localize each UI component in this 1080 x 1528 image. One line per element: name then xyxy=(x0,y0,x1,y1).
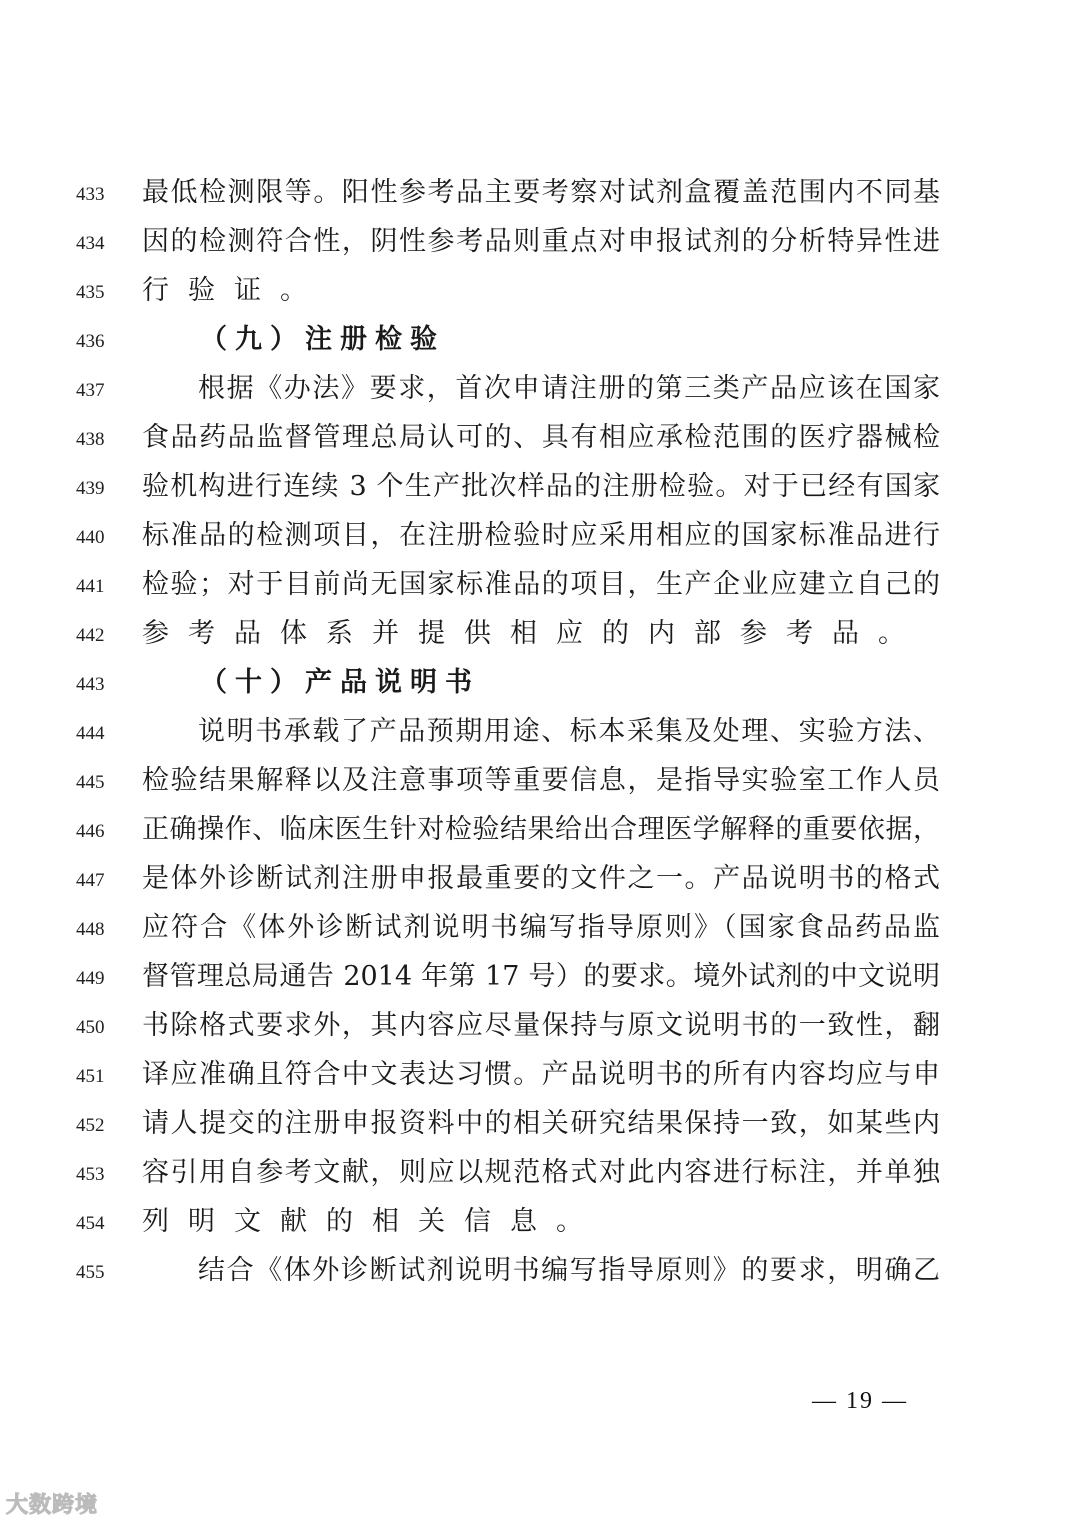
line-number: 443 xyxy=(76,674,105,695)
text-line: 应符合《体外诊断试剂说明书编写指导原则》（国家食品药品监 xyxy=(142,912,940,943)
text-line: 请人提交的注册申报资料中的相关研究结果保持一致，如某些内 xyxy=(142,1108,940,1139)
line-number: 455 xyxy=(76,1262,105,1283)
page-number: — 19 — xyxy=(812,1388,908,1414)
text-line: 食品药品监督管理总局认可的、具有相应承检范围的医疗器械检 xyxy=(142,422,940,453)
text-line: 是体外诊断试剂注册申报最重要的文件之一。产品说明书的格式 xyxy=(142,863,940,894)
line-number: 444 xyxy=(76,723,105,744)
watermark-logo: 大数跨境 xyxy=(6,1493,99,1518)
line-number: 435 xyxy=(76,282,105,303)
text-line: 容引用自参考文献，则应以规范格式对此内容进行标注，并单独 xyxy=(142,1157,940,1188)
section-heading: （九）注册检验 xyxy=(200,324,445,355)
text-line: 督管理总局通告 2014 年第 17 号）的要求。境外试剂的中文说明 xyxy=(142,961,940,992)
section-heading: （十）产品说明书 xyxy=(200,667,480,698)
line-number: 436 xyxy=(76,331,105,352)
text-line: 列明文献的相关信息。 xyxy=(142,1206,602,1237)
line-number: 440 xyxy=(76,527,105,548)
line-number: 449 xyxy=(76,968,105,989)
text-line: 译应准确且符合中文表达习惯。产品说明书的所有内容均应与申 xyxy=(142,1059,940,1090)
line-number: 433 xyxy=(76,184,105,205)
line-number: 441 xyxy=(76,576,105,597)
line-number: 453 xyxy=(76,1164,105,1185)
line-number: 442 xyxy=(76,625,105,646)
line-number: 451 xyxy=(76,1066,105,1087)
text-line: 根据《办法》要求，首次申请注册的第三类产品应该在国家 xyxy=(198,373,940,404)
line-number: 448 xyxy=(76,919,105,940)
text-line: 最低检测限等。阳性参考品主要考察对试剂盒覆盖范围内不同基 xyxy=(142,177,940,208)
text-line: 因的检测符合性，阴性参考品则重点对申报试剂的分析特异性进 xyxy=(142,226,940,257)
line-number: 438 xyxy=(76,429,105,450)
line-number: 446 xyxy=(76,821,105,842)
line-number: 437 xyxy=(76,380,105,401)
line-number: 450 xyxy=(76,1017,105,1038)
line-number: 445 xyxy=(76,772,105,793)
text-line: 标准品的检测项目，在注册检验时应采用相应的国家标准品进行 xyxy=(142,520,940,551)
text-line: 结合《体外诊断试剂说明书编写指导原则》的要求，明确乙 xyxy=(198,1255,940,1286)
line-number: 452 xyxy=(76,1115,105,1136)
line-number: 454 xyxy=(76,1213,105,1234)
line-number: 434 xyxy=(76,233,105,254)
text-line: 参考品体系并提供相应的内部参考品。 xyxy=(142,618,924,649)
text-line: 验机构进行连续 3 个生产批次样品的注册检验。对于已经有国家 xyxy=(142,471,940,502)
text-line: 检验；对于目前尚无国家标准品的项目，生产企业应建立自己的 xyxy=(142,569,940,600)
line-number: 447 xyxy=(76,870,105,891)
line-number: 439 xyxy=(76,478,105,499)
text-line: 检验结果解释以及注意事项等重要信息，是指导实验室工作人员 xyxy=(142,765,940,796)
text-line: 说明书承载了产品预期用途、标本采集及处理、实验方法、 xyxy=(198,716,940,747)
text-line: 正确操作、临床医生针对检验结果给出合理医学解释的重要依据， xyxy=(142,814,940,845)
text-line: 行验证。 xyxy=(142,275,326,306)
text-line: 书除格式要求外，其内容应尽量保持与原文说明书的一致性，翻 xyxy=(142,1010,940,1041)
